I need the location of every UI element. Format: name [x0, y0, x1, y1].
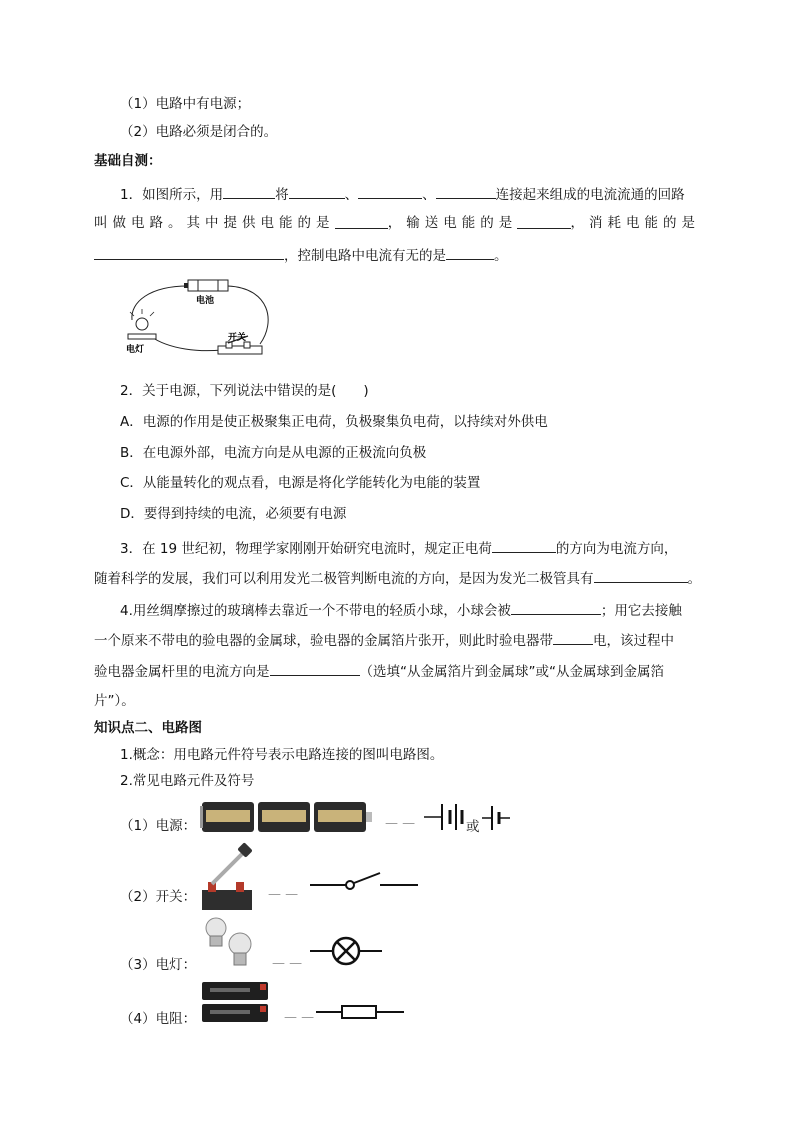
q4-line1: 4.用丝绸摩擦过的玻璃棒去靠近一个不带电的轻质小球，小球会被 ；用它去接触	[120, 600, 682, 620]
circuit-diagram-concept: 1.概念：用电路元件符号表示电路连接的图叫电路图。	[120, 747, 444, 763]
q2-stem: 2．关于电源，下列说法中错误的是( )	[120, 383, 369, 399]
q4-blank-1[interactable]	[511, 600, 601, 615]
switch-symbol	[310, 868, 420, 894]
component-switch-label: （2）开关：	[120, 889, 197, 905]
q1-line2: 叫做电路。其中提供电能的是 ，输送电能的是 ，消耗电能的是	[94, 215, 700, 231]
resistor-photo	[200, 980, 272, 1024]
q3-line2: 随着科学的发展，我们可以利用发光二极管判断电流的方向，是因为发光二极管具有 。	[94, 568, 701, 588]
resistor-symbol	[316, 1002, 404, 1022]
lamp-symbol	[310, 934, 382, 968]
q2-option-d[interactable]: D．要得到持续的电流，必须要有电源	[120, 506, 347, 522]
q1-blank-5[interactable]	[335, 214, 388, 229]
resistor-dash: — —	[284, 1010, 315, 1025]
power-symbol-cell	[482, 804, 510, 832]
component-lamp-label: （3）电灯：	[120, 957, 197, 973]
q1-blank-7[interactable]	[94, 245, 284, 260]
condition-1: （1）电路中有电源；	[120, 96, 251, 112]
q1-blank-2[interactable]	[289, 184, 345, 199]
battery-label: 电池	[196, 296, 215, 306]
circuit-figure	[110, 272, 290, 364]
q2-option-c[interactable]: C．从能量转化的观点看，电源是将化学能转化为电能的装置	[120, 475, 481, 491]
q4-line4: 片”）。	[94, 693, 135, 709]
q1-blank-8[interactable]	[446, 245, 494, 260]
q4-line3: 验电器金属杆里的电流方向是 （选填“从金属箔片到金属球”或“从金属球到金属箔	[94, 661, 664, 681]
q1-line3: ，控制电路中电流有无的是 。	[94, 245, 508, 265]
q3-blank-2[interactable]	[594, 568, 688, 583]
q4-blank-2[interactable]	[553, 630, 593, 645]
lamp-label: 电灯	[126, 345, 145, 355]
q1-blank-1[interactable]	[223, 184, 275, 199]
q3-blank-1[interactable]	[492, 538, 556, 553]
component-resistor-label: （4）电阻：	[120, 1011, 197, 1027]
q4-blank-3[interactable]	[270, 661, 360, 676]
switch-label: 开关	[228, 333, 247, 343]
q1-blank-6[interactable]	[517, 214, 570, 229]
q1-blank-3[interactable]	[358, 184, 422, 199]
switch-dash: — —	[268, 887, 299, 902]
condition-2: （2）电路必须是闭合的。	[120, 124, 278, 140]
common-components-title: 2.常见电路元件及符号	[120, 773, 255, 789]
or-word: 或	[466, 819, 480, 835]
lamp-dash: — —	[272, 956, 303, 971]
q2-option-a[interactable]: A．电源的作用是使正极聚集正电荷，负极聚集负电荷，以持续对外供电	[120, 414, 548, 430]
heading-knowledge-point-2: 知识点二、电路图	[94, 720, 202, 736]
q2-option-b[interactable]: B．在电源外部，电流方向是从电源的正极流向负极	[120, 445, 427, 461]
q1-line1: 1．如图所示，用 将 、 、 连接起来组成的电流流通的回路	[120, 184, 685, 204]
heading-basic-self-test: 基础自测：	[94, 153, 162, 169]
q4-line2: 一个原来不带电的验电器的金属球，验电器的金属箔片张开，则此时验电器带 电，该过程中	[94, 630, 674, 650]
power-symbol-single	[424, 800, 472, 834]
bulb-photo	[200, 914, 260, 970]
power-dash: — —	[385, 816, 416, 831]
component-power-label: （1）电源：	[120, 818, 197, 834]
q3-line1: 3．在 19 世纪初，物理学家刚刚开始研究电流时，规定正电荷 的方向为电流方向，	[120, 538, 677, 558]
q1-blank-4[interactable]	[436, 184, 496, 199]
knife-switch-photo	[198, 842, 256, 912]
battery-photo	[200, 798, 376, 836]
